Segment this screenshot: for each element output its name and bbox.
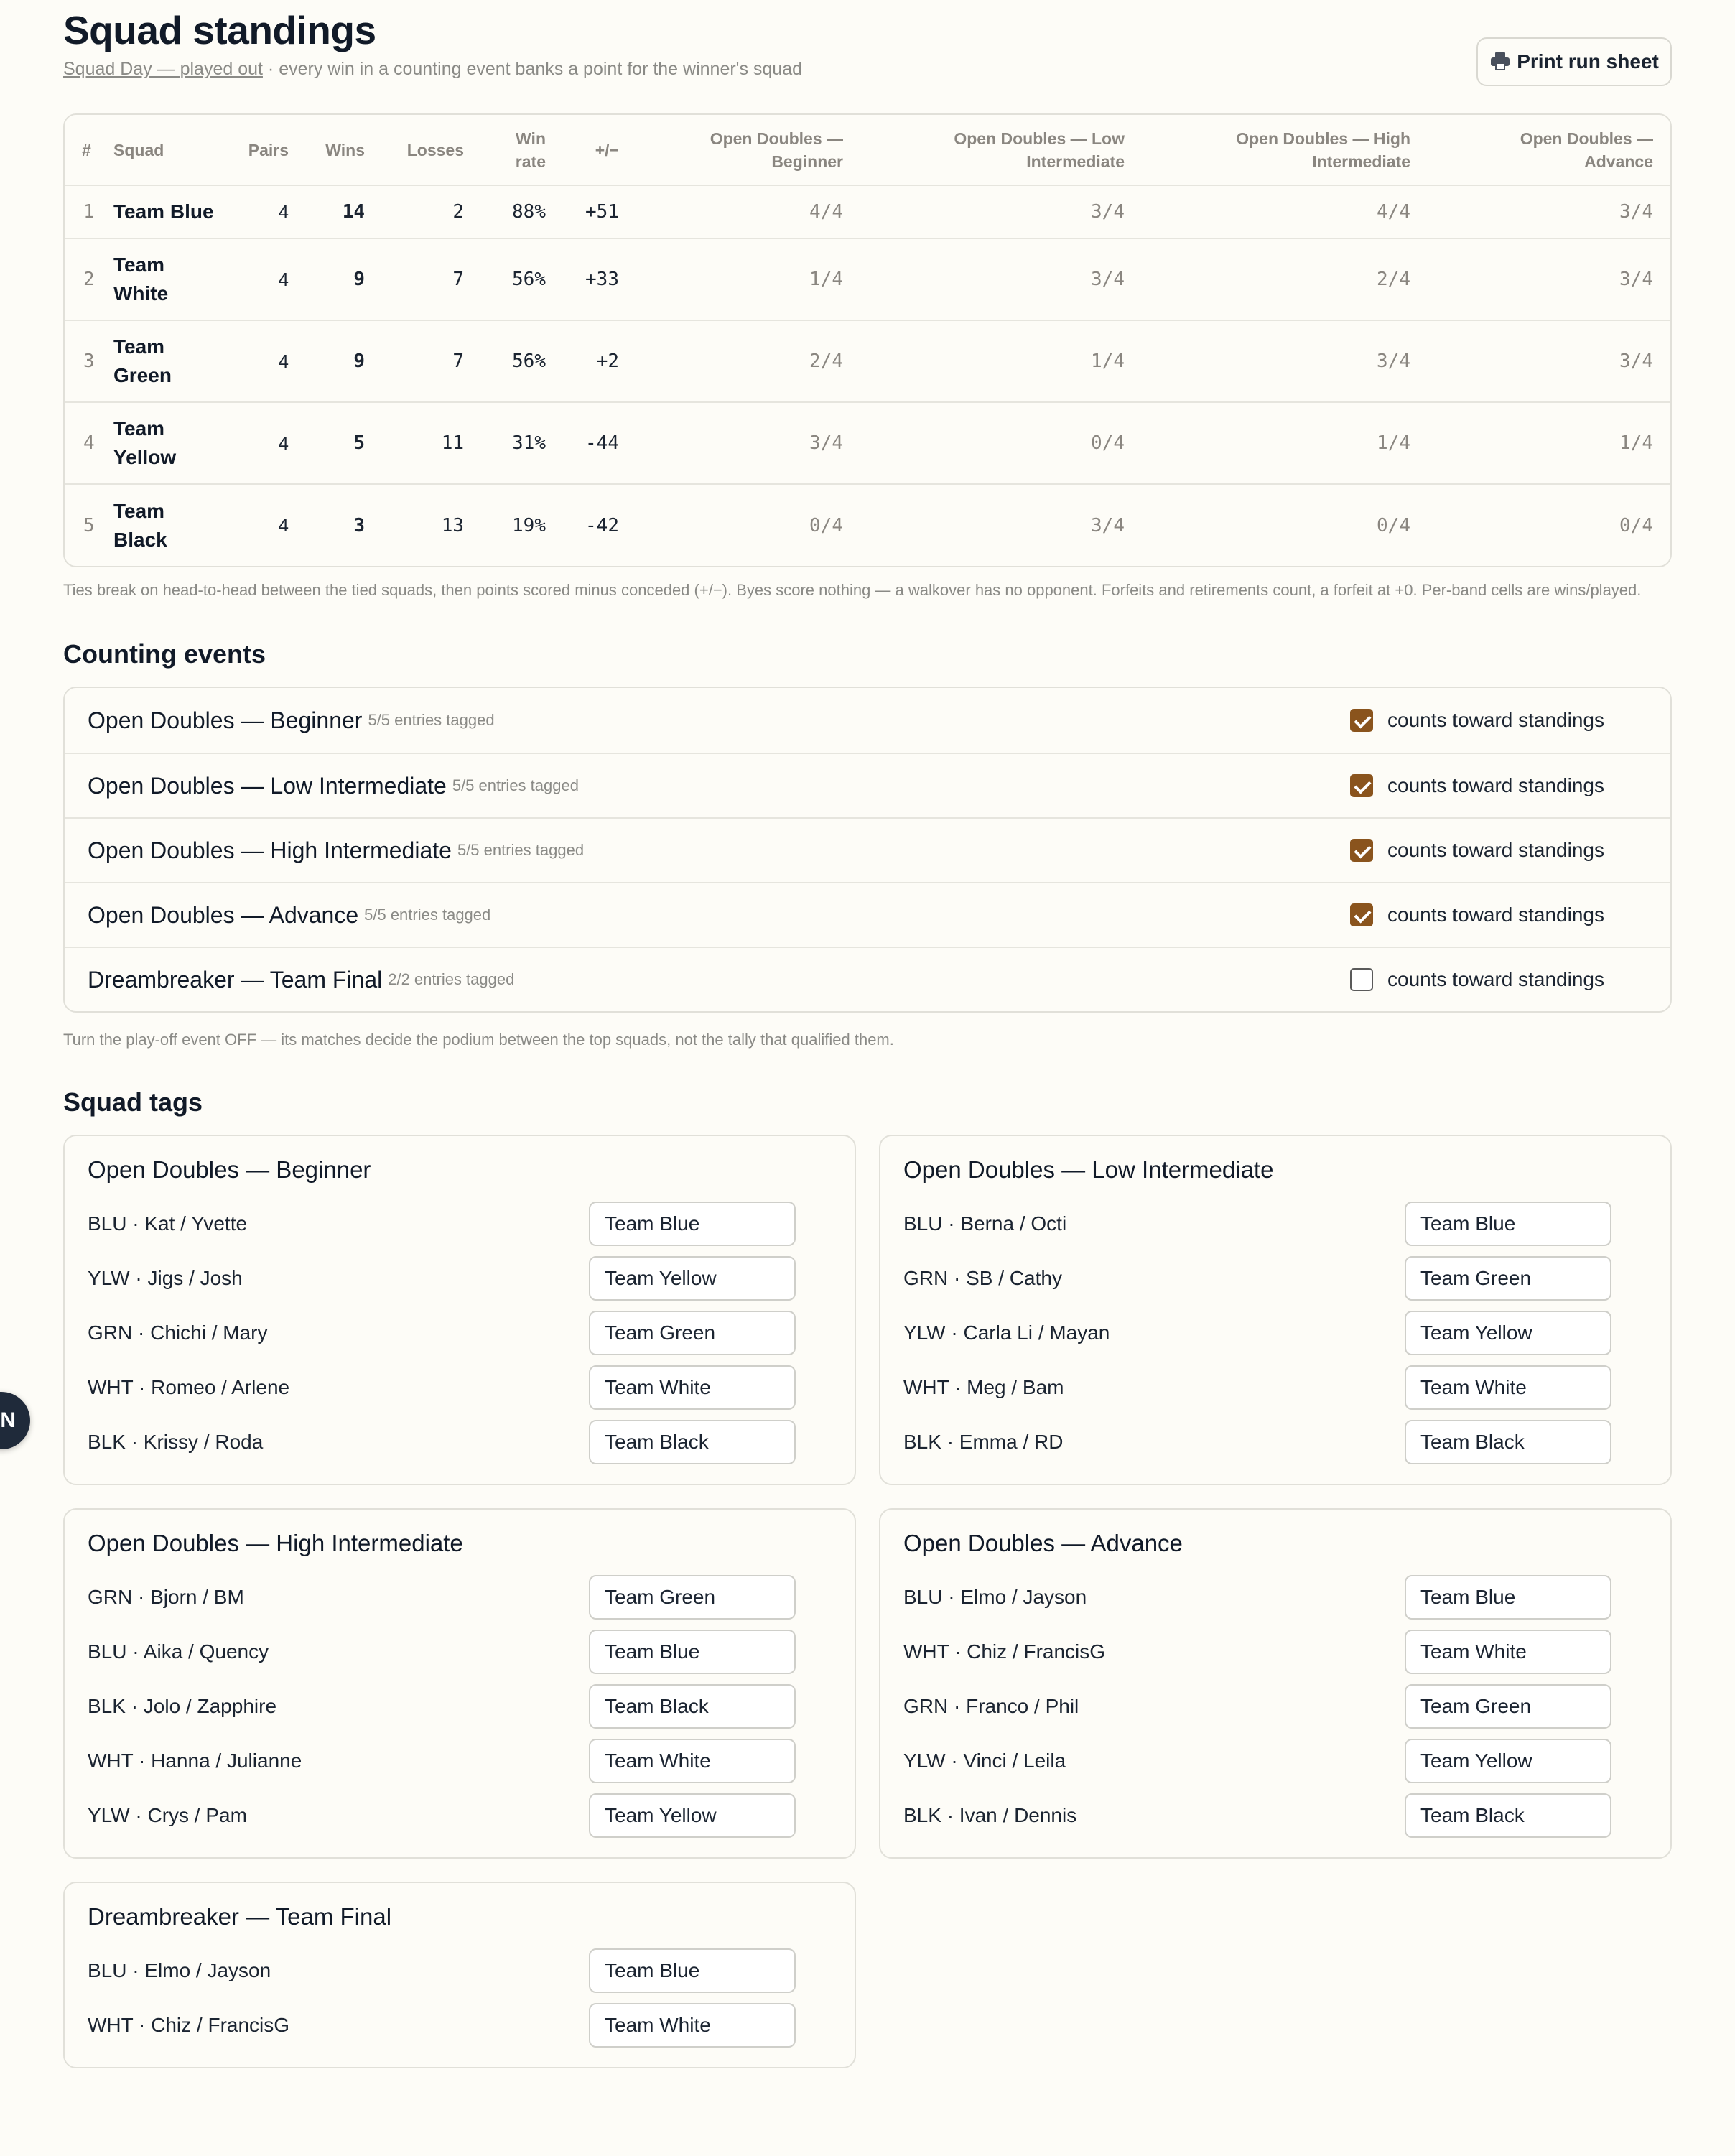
- counts-toward-standings-toggle[interactable]: [1350, 839, 1604, 862]
- counts-toggle-label: counts toward standings: [1387, 903, 1604, 926]
- pair-row: [88, 1306, 832, 1360]
- col-wins: Wins: [325, 140, 365, 159]
- event-name: Dreambreaker — Team Final: [88, 966, 383, 993]
- squad-select[interactable]: Team Green: [589, 1575, 796, 1620]
- squad-tag-card: [879, 1135, 1672, 1485]
- pair-row: [903, 1197, 1647, 1251]
- pair-label: BLK · Jolo / Zapphire: [88, 1695, 277, 1717]
- pair-row: [88, 1625, 832, 1679]
- squad-select[interactable]: Team Green: [1405, 1684, 1611, 1729]
- counting-event-row: [65, 753, 1670, 817]
- pair-label: BLU · Elmo / Jayson: [88, 1959, 271, 1981]
- losses-cell: 11: [382, 402, 481, 484]
- squad-day-link[interactable]: Squad Day — played out: [63, 59, 263, 79]
- squad-select[interactable]: Team White: [589, 1365, 796, 1410]
- event-tag-count: 5/5 entries tagged: [457, 841, 585, 859]
- squad-tag-card: [63, 1508, 856, 1859]
- losses-cell: 7: [382, 320, 481, 402]
- pair-label: GRN · Bjorn / BM: [88, 1586, 244, 1608]
- squad-select[interactable]: Team Black: [589, 1420, 796, 1464]
- pairs-cell: 4: [240, 402, 306, 484]
- header: [63, 0, 1672, 113]
- wins-cell: 14: [306, 185, 382, 238]
- squad-select[interactable]: Team Blue: [589, 1630, 796, 1674]
- squad-select[interactable]: Team Black: [589, 1684, 796, 1729]
- squad-select[interactable]: Team Yellow: [589, 1793, 796, 1838]
- standings-footnote: Ties break on head-to-head between the tied squads, then points scored minus conceded (+/−). Byes score nothing — a walkover has no opponent. Forfeits and retirements count, a forfeit at +0. Per-band cells are wins/played.: [63, 581, 1642, 599]
- pair-row: [903, 1788, 1647, 1843]
- band-low-intermediate-cell: 0/4: [860, 402, 1142, 484]
- win-rate-cell: 19%: [481, 484, 563, 566]
- pair-row: [903, 1306, 1647, 1360]
- pair-label: BLK · Ivan / Dennis: [903, 1804, 1077, 1826]
- col-win-rate: Win rate: [515, 129, 546, 171]
- side-floating-button[interactable]: N: [0, 1392, 30, 1449]
- squad-name: Team Yellow: [113, 402, 240, 484]
- squad-select[interactable]: Team Yellow: [1405, 1739, 1611, 1783]
- counts-toward-standings-toggle[interactable]: [1350, 774, 1604, 797]
- tag-card-title: Dreambreaker — Team Final: [88, 1903, 392, 1930]
- squad-tags-title: Squad tags: [63, 1087, 203, 1117]
- standings-row: [65, 185, 1670, 238]
- squad-select[interactable]: Team White: [589, 1739, 796, 1783]
- pair-row: [88, 1197, 832, 1251]
- win-rate-cell: 88%: [481, 185, 563, 238]
- band-high-intermediate-cell: 1/4: [1142, 402, 1428, 484]
- pair-label: BLU · Berna / Octi: [903, 1212, 1067, 1235]
- squad-select[interactable]: Team Black: [1405, 1420, 1611, 1464]
- band-beginner-cell: 0/4: [636, 484, 860, 566]
- pair-row: [88, 1943, 832, 1998]
- event-tag-count: 2/2 entries tagged: [388, 970, 515, 988]
- counting-event-row: [65, 947, 1670, 1011]
- counts-checkbox[interactable]: [1350, 774, 1373, 797]
- band-high-intermediate-cell: 0/4: [1142, 484, 1428, 566]
- squad-name: Team Green: [113, 320, 240, 402]
- col-band-low-intermediate: Open Doubles — Low Intermediate: [954, 129, 1125, 171]
- standings-header-row: [65, 115, 1670, 185]
- standings-row: [65, 320, 1670, 402]
- pair-label: BLK · Emma / RD: [903, 1431, 1064, 1453]
- print-run-sheet-button[interactable]: [1476, 37, 1672, 86]
- squad-select[interactable]: Team Yellow: [589, 1256, 796, 1301]
- pairs-cell: 4: [240, 238, 306, 320]
- tag-card-title: Open Doubles — Beginner: [88, 1156, 371, 1183]
- pair-label: BLU · Elmo / Jayson: [903, 1586, 1087, 1608]
- counts-toward-standings-toggle[interactable]: [1350, 968, 1604, 991]
- pair-row: [903, 1360, 1647, 1415]
- diff-cell: -42: [563, 484, 636, 566]
- printer-icon: [1489, 52, 1511, 71]
- band-advance-cell: 3/4: [1428, 238, 1670, 320]
- counts-checkbox[interactable]: [1350, 968, 1373, 991]
- squad-select[interactable]: Team Blue: [1405, 1202, 1611, 1246]
- event-name: Open Doubles — Low Intermediate: [88, 772, 447, 799]
- event-name: Open Doubles — Beginner: [88, 707, 363, 733]
- pair-row: [88, 1251, 832, 1306]
- win-rate-cell: 56%: [481, 320, 563, 402]
- squad-name: Team Black: [113, 484, 240, 566]
- rank-cell: 5: [65, 484, 113, 566]
- counting-event-row: [65, 688, 1670, 753]
- pair-row: [903, 1734, 1647, 1788]
- print-button-label: Print run sheet: [1517, 50, 1659, 73]
- pair-row: [903, 1570, 1647, 1625]
- pair-row: [88, 1570, 832, 1625]
- counting-event-row: [65, 817, 1670, 882]
- losses-cell: 13: [382, 484, 481, 566]
- pair-row: [903, 1679, 1647, 1734]
- event-tag-count: 5/5 entries tagged: [368, 711, 495, 729]
- band-high-intermediate-cell: 2/4: [1142, 238, 1428, 320]
- pair-label: WHT · Hanna / Julianne: [88, 1750, 302, 1772]
- squad-select[interactable]: Team Green: [1405, 1256, 1611, 1301]
- counts-checkbox[interactable]: [1350, 709, 1373, 732]
- col-band-high-intermediate: Open Doubles — High Intermediate: [1236, 129, 1410, 171]
- pair-row: [88, 1998, 832, 2053]
- squad-select[interactable]: Team Yellow: [1405, 1311, 1611, 1355]
- diff-cell: +33: [563, 238, 636, 320]
- squad-tags-grid: [63, 1135, 1672, 2068]
- pair-label: BLU · Aika / Quency: [88, 1640, 269, 1663]
- pair-row: [903, 1415, 1647, 1469]
- squad-select[interactable]: Team White: [1405, 1365, 1611, 1410]
- rank-cell: 2: [65, 238, 113, 320]
- pairs-cell: 4: [240, 185, 306, 238]
- standings-row: [65, 238, 1670, 320]
- pair-row: [88, 1788, 832, 1843]
- pair-label: BLK · Krissy / Roda: [88, 1431, 264, 1453]
- band-low-intermediate-cell: 3/4: [860, 185, 1142, 238]
- wins-cell: 9: [306, 238, 382, 320]
- event-name: Open Doubles — High Intermediate: [88, 837, 452, 863]
- counts-toggle-label: counts toward standings: [1387, 709, 1604, 731]
- band-low-intermediate-cell: 3/4: [860, 238, 1142, 320]
- pair-label: WHT · Chiz / FrancisG: [903, 1640, 1106, 1663]
- counts-toggle-label: counts toward standings: [1387, 839, 1604, 861]
- band-low-intermediate-cell: 1/4: [860, 320, 1142, 402]
- tag-card-title: Open Doubles — Low Intermediate: [903, 1156, 1274, 1183]
- pair-row: [903, 1625, 1647, 1679]
- squad-tag-card: [63, 1882, 856, 2068]
- counting-event-row: [65, 882, 1670, 947]
- squad-select[interactable]: Team Blue: [589, 1202, 796, 1246]
- squad-select[interactable]: Team Blue: [1405, 1575, 1611, 1620]
- counts-toward-standings-toggle[interactable]: [1350, 709, 1604, 732]
- pair-label: WHT · Meg / Bam: [903, 1376, 1064, 1398]
- pair-label: YLW · Carla Li / Mayan: [903, 1321, 1110, 1344]
- counts-toggle-label: counts toward standings: [1387, 774, 1604, 796]
- band-high-intermediate-cell: 3/4: [1142, 320, 1428, 402]
- squad-tag-card: [879, 1508, 1672, 1859]
- diff-cell: -44: [563, 402, 636, 484]
- wins-cell: 9: [306, 320, 382, 402]
- rank-cell: 4: [65, 402, 113, 484]
- band-advance-cell: 0/4: [1428, 484, 1670, 566]
- squad-select[interactable]: Team White: [589, 2003, 796, 2048]
- squad-select[interactable]: Team White: [1405, 1630, 1611, 1674]
- rank-cell: 3: [65, 320, 113, 402]
- counts-checkbox[interactable]: [1350, 839, 1373, 862]
- diff-cell: +51: [563, 185, 636, 238]
- counting-events-note: Turn the play-off event OFF — its matches decide the podium between the top squads, not the tally that qualified them.: [63, 1031, 894, 1049]
- counts-toggle-label: counts toward standings: [1387, 968, 1604, 990]
- band-beginner-cell: 3/4: [636, 402, 860, 484]
- pair-row: [88, 1415, 832, 1469]
- pair-label: BLU · Kat / Yvette: [88, 1212, 248, 1235]
- subtitle-text: · every win in a counting event banks a point for the winner's squad: [267, 59, 803, 79]
- squad-select[interactable]: Team Black: [1405, 1793, 1611, 1838]
- pair-label: YLW · Jigs / Josh: [88, 1267, 243, 1289]
- pairs-cell: 4: [240, 320, 306, 402]
- counts-toward-standings-toggle[interactable]: [1350, 903, 1604, 926]
- wins-cell: 5: [306, 402, 382, 484]
- rank-cell: 1: [65, 185, 113, 238]
- band-low-intermediate-cell: 3/4: [860, 484, 1142, 566]
- band-high-intermediate-cell: 4/4: [1142, 185, 1428, 238]
- band-beginner-cell: 4/4: [636, 185, 860, 238]
- squad-tag-card: [63, 1135, 856, 1485]
- band-advance-cell: 3/4: [1428, 320, 1670, 402]
- col-diff: +/−: [595, 140, 619, 159]
- wins-cell: 3: [306, 484, 382, 566]
- col-band-beginner: Open Doubles — Beginner: [710, 129, 843, 171]
- counting-events-list: [63, 687, 1672, 1013]
- tag-card-title: Open Doubles — High Intermediate: [88, 1530, 463, 1556]
- event-tag-count: 5/5 entries tagged: [364, 906, 491, 924]
- pair-label: GRN · SB / Cathy: [903, 1267, 1062, 1289]
- squad-select[interactable]: Team Blue: [589, 1948, 796, 1993]
- pair-row: [88, 1360, 832, 1415]
- standings-table: [63, 113, 1672, 567]
- pair-label: YLW · Crys / Pam: [88, 1804, 247, 1826]
- page-subtitle: [63, 59, 802, 80]
- win-rate-cell: 56%: [481, 238, 563, 320]
- band-advance-cell: 1/4: [1428, 402, 1670, 484]
- pair-row: [88, 1734, 832, 1788]
- pair-label: WHT · Chiz / FrancisG: [88, 2014, 290, 2036]
- losses-cell: 7: [382, 238, 481, 320]
- band-advance-cell: 3/4: [1428, 185, 1670, 238]
- standings-row: [65, 402, 1670, 484]
- diff-cell: +2: [563, 320, 636, 402]
- band-beginner-cell: 1/4: [636, 238, 860, 320]
- tag-card-title: Open Doubles — Advance: [903, 1530, 1183, 1556]
- pair-row: [903, 1251, 1647, 1306]
- squad-select[interactable]: Team Green: [589, 1311, 796, 1355]
- event-name: Open Doubles — Advance: [88, 901, 359, 928]
- col-pairs: Pairs: [248, 140, 289, 159]
- pair-label: WHT · Romeo / Arlene: [88, 1376, 290, 1398]
- win-rate-cell: 31%: [481, 402, 563, 484]
- squad-name: Team Blue: [113, 185, 240, 238]
- event-tag-count: 5/5 entries tagged: [452, 776, 579, 794]
- pair-label: GRN · Franco / Phil: [903, 1695, 1079, 1717]
- band-beginner-cell: 2/4: [636, 320, 860, 402]
- pair-label: YLW · Vinci / Leila: [903, 1750, 1066, 1772]
- col-rank: #: [82, 140, 91, 159]
- losses-cell: 2: [382, 185, 481, 238]
- pairs-cell: 4: [240, 484, 306, 566]
- pair-label: GRN · Chichi / Mary: [88, 1321, 268, 1344]
- counting-events-title: Counting events: [63, 639, 266, 669]
- pair-row: [88, 1679, 832, 1734]
- counts-checkbox[interactable]: [1350, 903, 1373, 926]
- standings-row: [65, 484, 1670, 566]
- col-band-advance: Open Doubles — Advance: [1520, 129, 1653, 171]
- page-title: Squad standings: [63, 8, 376, 52]
- col-losses: Losses: [406, 140, 464, 159]
- col-squad: Squad: [113, 140, 164, 159]
- squad-name: Team White: [113, 238, 240, 320]
